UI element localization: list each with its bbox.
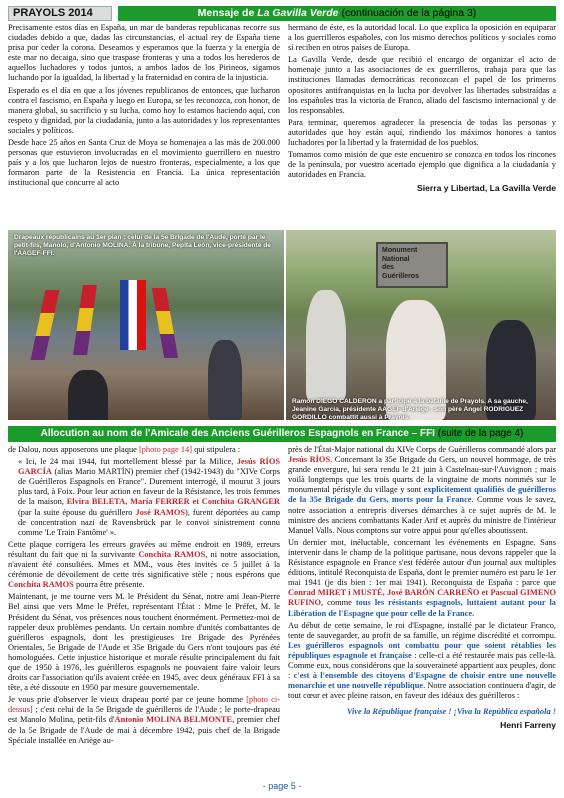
person-shape xyxy=(306,290,346,400)
text-run: Un dernier mot, inéluctable, concernant les événements en Espagne. Sans intervenir dans le champ de la politique partisane, nous devons rappeler que la Résistance espagnole en France s'est fédérée autour d'un journal aux multiples éditions, intitulé Reconquista de España, dont le premier numéro est paru le 1er mai 1941 (je dis bien : 1er mai 1941). Reconquista de España : parce que xyxy=(288,537,556,588)
page-number: - page 5 - xyxy=(262,781,302,791)
section-banner xyxy=(8,426,556,442)
french-column-right xyxy=(288,445,556,731)
photo-caption: Ramon DIEGO CALDERON a participé à la bataille de Prayols. A sa gauche, Jeanine Garcia, présidente AAGEF d'Ariège : son père Angel RODRIGUEZ GORDILLO combattit aussi à Prayols. xyxy=(292,398,528,420)
header-continuation: (continuación de la página 3) xyxy=(341,7,477,19)
highlight-name: Conchita RAMOS xyxy=(8,580,74,590)
header-title-name: La Gavilla Verde xyxy=(257,7,339,19)
person-shape xyxy=(68,370,108,420)
paragraph: Desde hace 25 años en Santa Cruz de Moya se homenajea a las más de 200.000 personas que estuvieron involucradas en el movimiento guerrillero en nuestro país y a los que lucharon lejos de nuestro fronteras, especialmente, a los que formaron parte de la Resistencia en Francia. La única representación institucional que concurre al acto xyxy=(8,138,280,188)
text-run: Au début de cette semaine, le roi d'Espagne, installé par le dictateur Franco, tente de sauvegarder, au profit de sa famille, un régime discrédité et corrompu. xyxy=(288,620,556,640)
spanish-column-left xyxy=(8,23,280,191)
text-run: : celle-ci a été restaurée mais pas celle-là. Comme eux, nous considérons que la souveraineté appartient aux peuples, donc : xyxy=(288,650,556,681)
section-label: PRAYOLS 2014 xyxy=(8,6,112,21)
text-run: . Notre association continuera d'agir, de tout cœur et avec pleine raison, en faveur des idéaux des guérilleros : xyxy=(288,681,557,701)
text-run: Je vous prie d'observer le vieux drapeau porté par ce jeune homme xyxy=(8,695,247,705)
text-run: ), furent déportées au camp de concentration nazi de Ravensbrück par le convoi sinistrement connu comme 'Le Train Fantôme' ». xyxy=(18,507,281,537)
text-run: Cette plaque corrigera les erreurs gravées au même endroit en 1989, erreurs résultant du fait que ni la survivante xyxy=(8,539,280,559)
photo-flags-ceremony xyxy=(8,230,284,420)
photo-caption: Drapeaux républicains au 1er plan : celui de la 5e Brigade de l'Aude, porté par le petit-fils, Manolo, d'Antonio MOLINA. À la tribune, Pepita León, vice-présidente de l'AAGEF-FFI. xyxy=(14,234,271,257)
text-run: près de l'État-Major national du XIVe Corps de Guérilleros commandé alors par xyxy=(288,445,556,454)
sign-text: Guérilleros xyxy=(382,272,419,280)
text-run: de Dalou, nous apposerons une plaque xyxy=(8,445,139,454)
paragraph: Tomamos como misión de que este encuentro se conozca en todos los rincones de la península, por vuestro acertado ejemplo que dignifica a la ciudadanía y autoridades en Francia. xyxy=(288,150,556,180)
flag-shape xyxy=(120,280,146,350)
paragraph: hermano de éste, es la autoridad local. Lo que explica la oposición en equiparar a los guerrilleros españoles, con los mismo derechos políticos y sociales como sí reciben en otros países de Europa. xyxy=(288,23,556,53)
photo-ref-link[interactable]: [photo page 14] xyxy=(138,445,192,454)
text-run: « Ici, le 24 mai 1944, fut mortellement blessé par la Milice, xyxy=(18,457,237,467)
quote-paragraph xyxy=(8,457,280,538)
highlight-name: Jesús RÍOS GARCÍA xyxy=(18,457,280,477)
header-title-prefix: Mensaje de xyxy=(197,7,258,19)
french-signature: Henri Farreny xyxy=(500,720,556,731)
highlight-phrase: Les guérilleros espagnols ont combattu pour que soient rétablies les républiques espagnole et française xyxy=(288,640,556,660)
spanish-signature: Sierra y Libertad, La Gavilla Verde xyxy=(417,183,556,194)
highlight-phrase: tous les résistants espagnols, luttaient autant pour la Libération de l'Espagne que pour celle de la France. xyxy=(288,598,556,618)
highlight-name: Antonio MOLINA BELMONTE xyxy=(114,715,233,725)
paragraph xyxy=(288,445,556,536)
text-run: (alias Mario MARTÍN) premier chef (1942-1943) du "XIVe Corps de Guérilleros Espagnols en France". Durement interrogé, il mourut 3 jours plus tard, à Foix. Pour leur action en faveur de la Résistance, les trois femmes de la maison, xyxy=(18,467,280,507)
paragraph xyxy=(8,540,280,590)
paragraph: Para terminar, queremos agradecer la presencia de todas las personas y autoridades que hoy están aquí, rindiendo los máximos honores a tantos luchadores por la libertad y la fraternidad de los pueblos. xyxy=(288,117,556,148)
text-run: , comme xyxy=(321,598,356,608)
section-title: Allocution au nom de l'Amicale des Anciens Guérilleros Espagnols en France – FFI xyxy=(40,428,435,439)
paragraph xyxy=(8,445,280,455)
sign-text: des xyxy=(382,264,395,271)
paragraph: Precisamente estos días en España, un mar de banderas republicanas recorre sus ciudades debido a que, dadas las circunstancias, el actual rey de España tiene prisa por ceder la corona. Deseamos y esperamos que la fuerza y la energía de este mar no decaiga, sino que traspase fronteras y una a todos los herederos de aquellos luchadores y todos juntos, a ambos lados de los Pirineos, sigamos luchando por la igualdad, la libertad y la fraternidad en contra de la injusticia. xyxy=(8,23,280,83)
highlight-name: Conchita RAMOS xyxy=(138,549,206,559)
section-continuation: (suite de la page 4) xyxy=(437,428,524,439)
closing-slogan: Vive la République française ! ¡Viva la República española ! xyxy=(346,707,556,717)
highlight-name: Conrad MIRET i MUSTÉ, José BARÓN CARREÑO et Pascual GIMENO RUFINO xyxy=(288,588,556,608)
flag-shape xyxy=(31,290,60,360)
paragraph xyxy=(8,695,280,745)
photo-monument xyxy=(286,230,556,420)
text-run: (par la suite épouse du guérillero xyxy=(18,507,136,517)
paragraph xyxy=(288,538,556,619)
flag-shape xyxy=(73,285,97,355)
text-run: ; c'est celui de la 5e Brigade de guérilleros de l'Aude ; le porte-drapeau est Manolo Molina, petit-fils d' xyxy=(8,705,280,725)
highlight-name: José RAMOS xyxy=(135,507,186,517)
paragraph: Maintenant, je me tourne vers M. le Président du Sénat, notre ami Jean-Pierre Bel ainsi que vers Mme le Préfet, représentant l'État : Mme le Préfet, M. le Président du Sénat, vos présences nous touchent énormément. Permettez-moi de rappeler deux problèmes pendants. Un certain nombre d'unités combattantes de guérilleros espagnols, dont les prestigieuses 1re Brigade des Pyrénées Orientales, 5e Brigade de l'Aude et 35e Brigade du Gers n'ont toujours pas été homologuées. Cette injustice historique et morale résulte principalement du fait que de 1950 à 1976, les guérilleros espagnols ne pouvaient faire valoir leurs droits car l'association qu'ils avaient créée en 1945, avec deux généraux FFI à sa tête, a été dissoute en 1950 par mesure gouvernementale. xyxy=(8,592,280,693)
highlight-name: Jesús RÍOS xyxy=(288,455,331,465)
header-banner xyxy=(118,6,556,21)
highlight-phrase: c'est à l'ensemble des citoyens d'Espagne de choisir entre une nouvelle monarchie et une nouvelle république xyxy=(288,671,556,691)
highlight-phrase: explicitement qualifiés de guérilleros de la 35e Brigade du Gers, morts pour la France xyxy=(288,485,556,505)
text-run: qui stipulera : xyxy=(191,445,241,454)
flag-shape xyxy=(152,288,178,358)
photo-ref-link[interactable]: [photo ci-dessus] xyxy=(8,695,280,715)
text-run: , premier chef de la 5e Brigade de l'Aude de mai à décembre 1942, puis chef de la Brigade Spéciale installée en Ariège au- xyxy=(8,715,281,745)
spanish-column-right xyxy=(288,23,556,194)
paragraph: La Gavilla Verde, desde que recibió el encargo de organizar el acto de homenaje junto a las asociaciones de ex guerrilleros, trabaja para que las instituciones llamadas democráticas reconozcan el papel de los primeros opositores antifranquistas en la lucha por devolver las libertades substraídas a los españoles tras la victoria de Franco, aliado del fascismo internacional y de los responsables. xyxy=(288,55,556,115)
text-run: pourra être présente. xyxy=(73,580,145,590)
french-column-left xyxy=(8,445,280,748)
paragraph: Esperado es el día en que a los jóvenes republicanos de entonces, que lucharon contra el fascismo, en España y luego en Europa, se les reconozca, con honor, de manera global, su sacrificio y su lucha, como hoy lo estamos haciendo aquí, con respeto y dignidad, por la ciudadanía, junto a las autoridades y los representantes sociales y políticos. xyxy=(8,85,280,135)
page-header xyxy=(8,6,556,21)
highlight-name: Elvira BELETA, María FERRER et Conchita GRANGER xyxy=(66,497,280,507)
paragraph xyxy=(288,621,556,702)
sign-text: Monument xyxy=(382,247,418,254)
text-run: . Comme vous le savez, notre association a entrepris diverses démarches à ce sujet auprès de M. le ministre des anciens combattants Kader Arif et auprès du ministre de l'intérieur Manuel Valls. Nous comptons sur votre appui pour qu'elles aboutissent. xyxy=(288,495,557,535)
monument-sign xyxy=(376,242,448,288)
person-shape xyxy=(208,340,242,420)
text-run: . Concernant la 35e Brigade du Gers, un nouvel hommage, de très grande envergure, lui sera rendu le 21 juin à Castelnau-sur-l'Auvignon ; mais voilà longtemps que les trois quarts de la vingtaine de morts nommés sur le monumental péristyle du village y sont xyxy=(288,455,556,495)
text-run: , ni notre association, n'avaient été consultées. Mmes et MM., vous êtes invités ce 5 juillet à la cérémonie de dévoilement de cette très significative stèle ; nous espérons que xyxy=(8,549,280,580)
sign-text: National xyxy=(382,255,410,263)
